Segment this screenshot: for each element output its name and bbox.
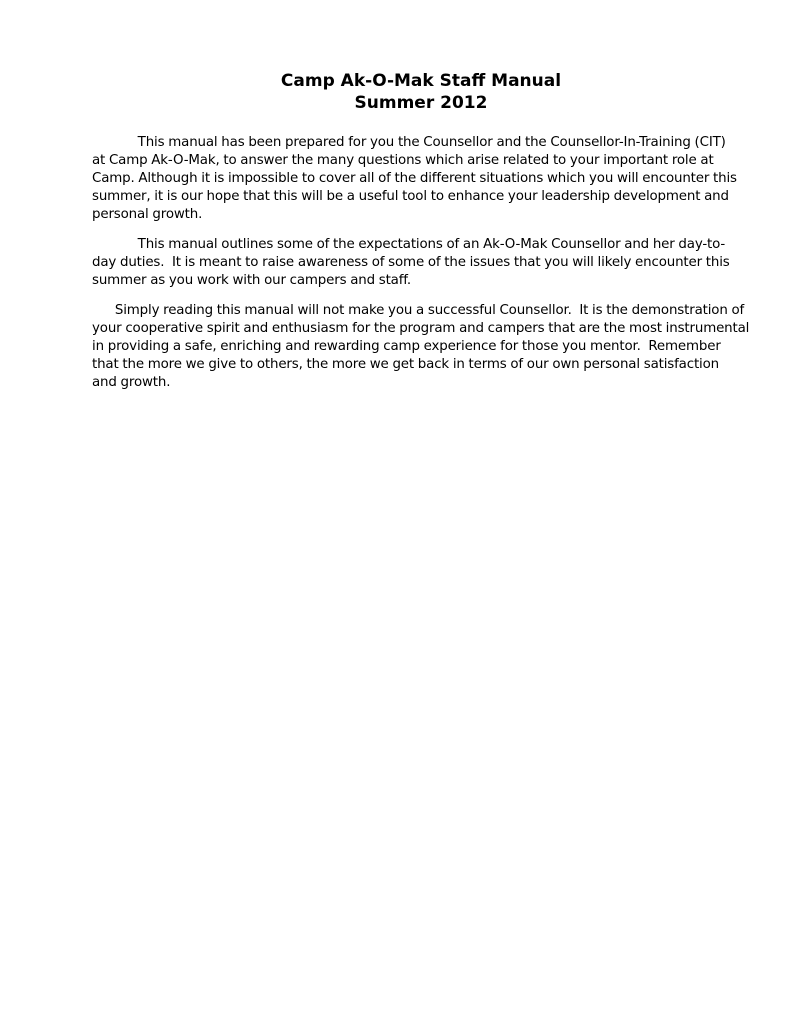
document-subtitle: Summer 2012 [354, 93, 488, 113]
paragraph-line: that the more we give to others, the more we get back in terms of our own personal satisfaction [92, 357, 720, 373]
title-block [0, 70, 791, 114]
document-title: Camp Ak-O-Mak Staff Manual [280, 71, 562, 91]
paragraph-line: This manual outlines some of the expectations of an Ak-O-Mak Counsellor and her day-to- [92, 237, 726, 252]
paragraph-line: This manual has been prepared for you the Counsellor and the Counsellor-In-Training (CIT) [92, 135, 726, 150]
paragraph-line: summer as you work with our campers and staff. [92, 273, 411, 289]
paragraph-line: summer, it is our hope that this will be a useful tool to enhance your leadership development and [92, 189, 729, 205]
paragraph-demonstration [92, 302, 750, 392]
paragraph-line: at Camp Ak-O-Mak, to answer the many questions which arise related to your important role at [92, 153, 714, 169]
paragraph-line: in providing a safe, enriching and rewarding camp experience for those you mentor. Remember [92, 339, 721, 355]
paragraph-line: Simply reading this manual will not make you a successful Counsellor. It is the demonstration of [92, 303, 745, 318]
paragraph-line: Camp. Although it is impossible to cover all of the different situations which you will encounter this [92, 171, 737, 187]
paragraph-line: your cooperative spirit and enthusiasm for the program and campers that are the most instrumental [92, 321, 750, 337]
paragraph-intro [92, 134, 738, 224]
paragraph-expectations [92, 236, 738, 290]
paragraph-line: and growth. [92, 375, 171, 391]
paragraph-line: personal growth. [92, 207, 203, 223]
paragraph-line: day duties. It is meant to raise awareness of some of the issues that you will likely encounter this [92, 255, 730, 271]
